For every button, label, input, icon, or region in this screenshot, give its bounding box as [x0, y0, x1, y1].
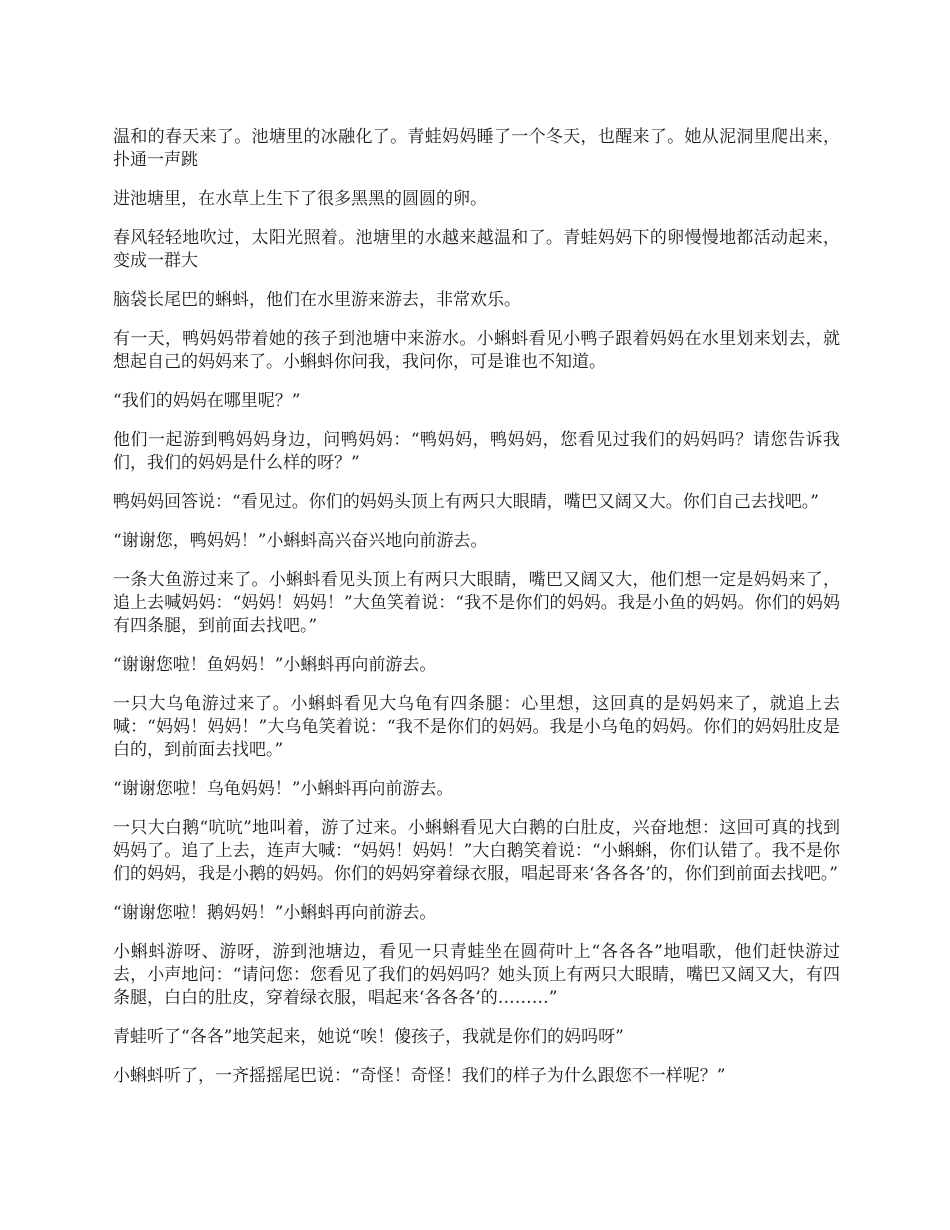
paragraph-18: 小蝌蚪听了，一齐摇摇尾巴说：“奇怪！奇怪！我们的样子为什么跟您不一样呢？”: [113, 1066, 726, 1086]
paragraph-13: “谢谢您啦！乌龟妈妈！”小蝌蚪再向前游去。: [113, 779, 454, 799]
paragraph-17: 青蛙听了“各各”地笑起来，她说“唉！傻孩子，我就是你们的妈吗呀”: [113, 1027, 624, 1047]
paragraph-12: 一只大乌龟游过来了。小蝌蚪看见大乌龟有四条腿：心里想，这回真的是妈妈来了，就追上去喊：“妈妈！妈妈！”大乌龟笑着说：“我不是你们的妈妈。我是小乌龟的妈妈。你们的妈妈肚皮是白的，到前面去找吧。”: [113, 694, 840, 760]
paragraph-15: “谢谢您啦！鹅妈妈！”小蝌蚪再向前游去。: [113, 903, 437, 923]
paragraph-16: 小蝌蚪游呀、游呀，游到池塘边，看见一只青蛙坐在圆荷叶上“各各各”地唱歌，他们赶快游过去，小声地问：“请问您：您看见了我们的妈妈吗？她头顶上有两只大眼睛，嘴巴又阔又大，有四条腿，白白的肚皮，穿着绿衣服，唱起来‘各各各’的………”: [113, 942, 840, 1008]
paragraph-8: 鸭妈妈回答说：“看见过。你们的妈妈头顶上有两只大眼睛，嘴巴又阔又大。你们自己去找吧。”: [113, 492, 819, 512]
paragraph-1: 温和的春天来了。池塘里的冰融化了。青蛙妈妈睡了一个冬天，也醒来了。她从泥洞里爬出来，扑通一声跳: [113, 127, 840, 170]
paragraph-6: “我们的妈妈在哪里呢？”: [113, 391, 301, 411]
paragraph-2: 进池塘里，在水草上生下了很多黑黑的圆圆的卵。: [113, 189, 487, 209]
paragraph-7: 他们一起游到鸭妈妈身边，问鸭妈妈：“鸭妈妈，鸭妈妈，您看见过我们的妈妈吗？请您告诉我们，我们的妈妈是什么样的呀？”: [113, 430, 840, 473]
paragraph-9: “谢谢您，鸭妈妈！”小蝌蚪高兴奋兴地向前游去。: [113, 531, 488, 551]
paragraph-11: “谢谢您啦！鱼妈妈！”小蝌蚪再向前游去。: [113, 655, 437, 675]
document-body: [113, 126, 840, 1104]
paragraph-3: 春风轻轻地吹过，太阳光照着。池塘里的水越来越温和了。青蛙妈妈下的卵慢慢地都活动起来，变成一群大: [113, 228, 840, 271]
paragraph-14: 一只大白鹅“吭吭”地叫着，游了过来。小蝌蝌看见大白鹅的白肚皮，兴奋地想：这回可真的找到妈妈了。追了上去，连声大喊：“妈妈！妈妈！”大白鹅笑着说：“小蝌蝌，你们认错了。我不是你们的妈妈，我是小鹅的妈妈。你们的妈妈穿着绿衣服，唱起哥来‘各各各’的，你们到前面去找吧。”: [113, 818, 840, 884]
paragraph-5: 有一天，鸭妈妈带着她的孩子到池塘中来游水。小蝌蚪看见小鸭子跟着妈妈在水里划来划去，就想起自己的妈妈来了。小蝌蚪你问我，我问你，可是谁也不知道。: [113, 329, 840, 372]
paragraph-4: 脑袋长尾巴的蝌蚪，他们在水里游来游去，非常欢乐。: [113, 290, 521, 310]
paragraph-10: 一条大鱼游过来了。小蝌蚪看见头顶上有两只大眼睛，嘴巴又阔又大，他们想一定是妈妈来了，追上去喊妈妈：“妈妈！妈妈！”大鱼笑着说：“我不是你们的妈妈。我是小鱼的妈妈。你们的妈妈有四条腿，到前面去找吧。”: [113, 570, 840, 636]
